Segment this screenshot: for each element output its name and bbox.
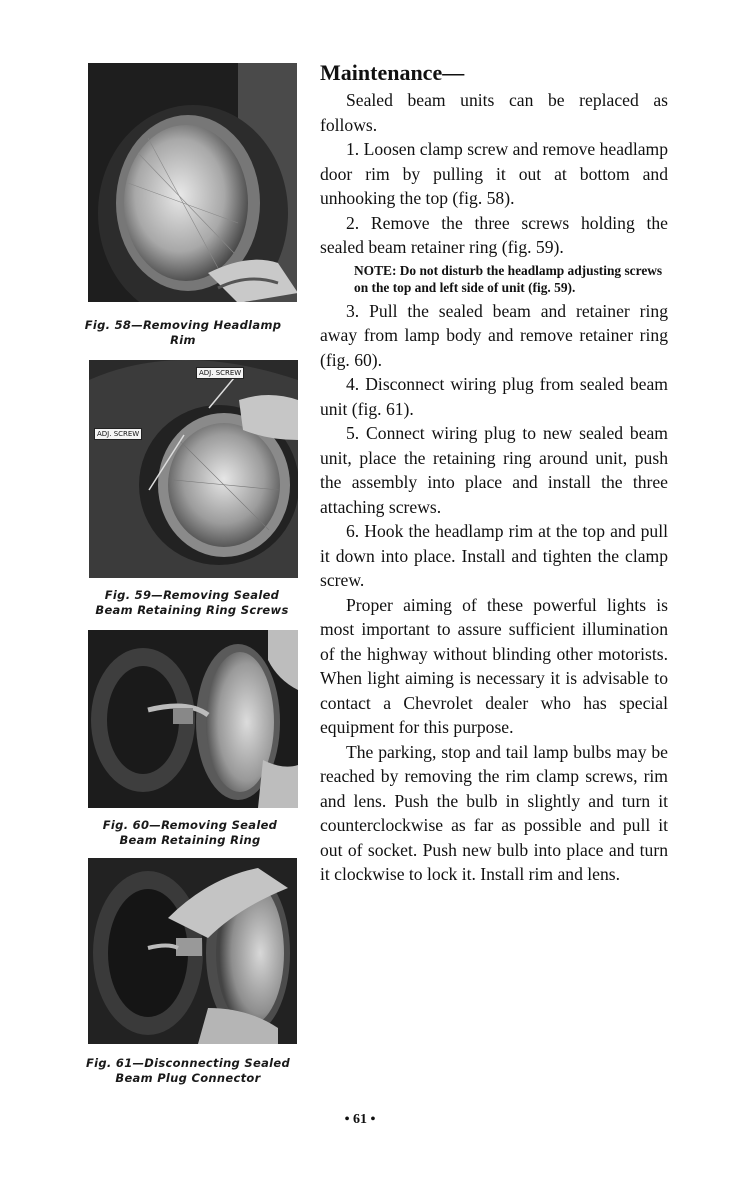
step-5: 5. Connect wiring plug to new sealed beam unit, place the retaining ring around unit, push the assembly into place and install the three attaching screws. xyxy=(320,423,668,517)
figure-58-caption-line2: Rim xyxy=(170,333,196,347)
bulbs-paragraph: The parking, stop and tail lamp bulbs may be reached by removing the rim clamp screws, rim and lens. Push the bulb in slightly and turn it counterclockwise as far as possible and pull it out of socket. Push new bulb into place and turn it clockwise to lock it. Install rim and lens. xyxy=(320,741,668,884)
figure-59-caption xyxy=(78,588,306,618)
figure-58-caption xyxy=(70,318,296,348)
step-3: 3. Pull the sealed beam and retainer ring away from lamp body and remove retainer ring (fig. 60). xyxy=(320,300,668,370)
page-number: • 61 • xyxy=(344,1112,376,1127)
figure-61-caption-line1: Fig. 61—Disconnecting Sealed xyxy=(85,1056,291,1070)
aiming-paragraph: Proper aiming of these powerful lights is most important to assure sufficient illumination of the highway without blinding other motorists. When light aiming is necessary it is advisable to contact a Chevrolet dealer who has special equipment for this purpose. xyxy=(320,594,668,737)
adj-screw-callout-top: ADJ. SCREW xyxy=(196,367,244,379)
figure-58-caption-line1: Fig. 58—Removing Headlamp xyxy=(84,318,282,332)
intro-paragraph: Sealed beam units can be replaced as follows. xyxy=(320,90,668,135)
retaining-ring-removal-photo xyxy=(88,630,298,808)
step-4: 4. Disconnect wiring plug from sealed beam unit (fig. 61). xyxy=(320,374,668,419)
step-6: 6. Hook the headlamp rim at the top and pull it down into place. Install and tighten the clamp screw. xyxy=(320,521,668,590)
figure-61-caption-line2: Beam Plug Connector xyxy=(115,1071,261,1085)
step-1: 1. Loosen clamp screw and remove headlamp door rim by pulling it out at bottom and unhooking the top (fig. 58). xyxy=(320,139,668,208)
section-heading: Maintenance— xyxy=(320,60,465,85)
figure-60-caption xyxy=(70,818,310,848)
step-2: 2. Remove the three screws holding the sealed beam retainer ring (fig. 59). xyxy=(320,212,668,257)
figure-59-caption-line1: Fig. 59—Removing Sealed xyxy=(104,588,280,602)
adj-screw-callout-left: ADJ. SCREW xyxy=(94,428,142,440)
figure-61-caption xyxy=(68,1056,308,1086)
figure-59-caption-line2: Beam Retaining Ring Screws xyxy=(95,603,289,617)
retaining-ring-screws-photo xyxy=(89,360,298,578)
note-paragraph: NOTE: Do not disturb the headlamp adjusting screws on the top and left side of unit (fig. 59). xyxy=(354,262,663,295)
plug-connector-photo xyxy=(88,858,297,1044)
headlamp-rim-photo xyxy=(88,63,297,302)
figure-60-caption-line2: Beam Retaining Ring xyxy=(119,833,261,847)
text-column xyxy=(320,60,668,887)
figure-60-caption-line1: Fig. 60—Removing Sealed xyxy=(102,818,278,832)
